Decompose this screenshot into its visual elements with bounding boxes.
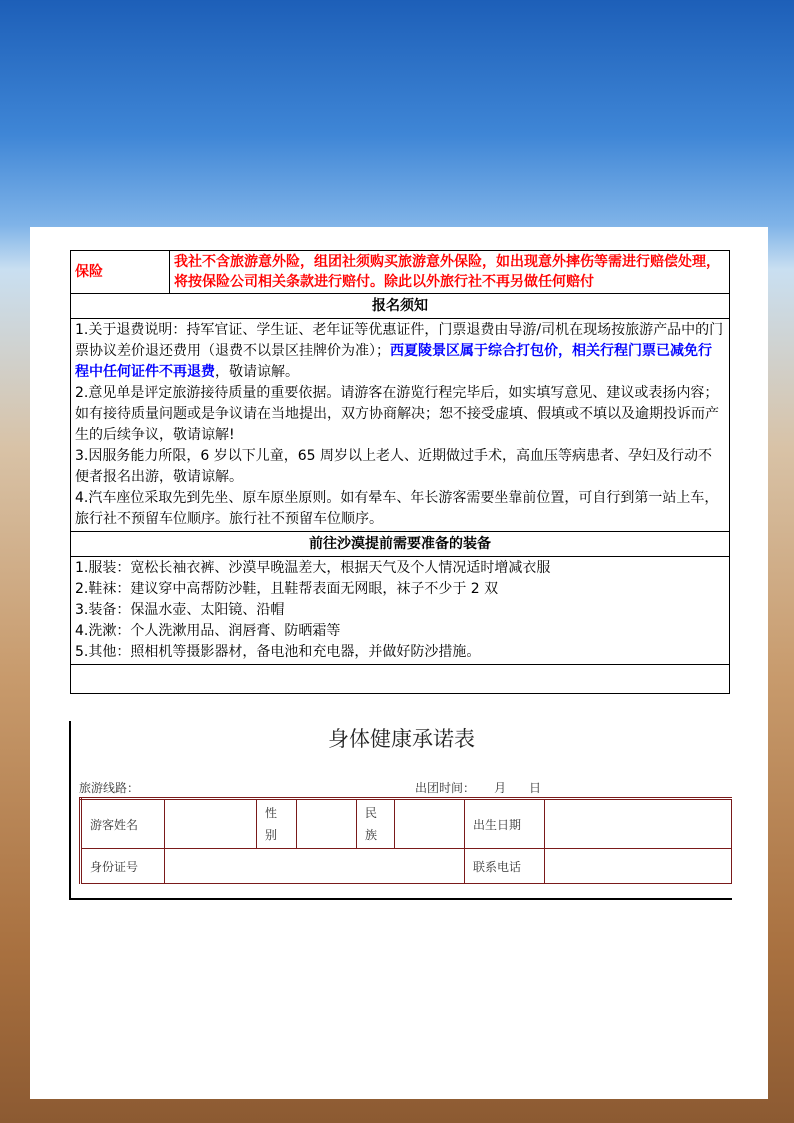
desert-body — [71, 557, 730, 665]
gender-label-1: 性 — [265, 806, 278, 820]
notice-heading: 报名须知 — [71, 294, 730, 319]
desert-heading: 前往沙漠提前需要准备的装备 — [71, 532, 730, 557]
notice-item-2: 2.意见单是评定旅游接待质量的重要依据。请游客在游览行程完毕后，如实填写意见、建议或表扬内容；如有接待质量问题或是争议请在当地提出，双方协商解决；恕不接受虚填、假填或不填以及逾期投诉而产生的后续争议，敬请谅解! — [75, 385, 719, 443]
notice-item-1-highlight: 西夏陵景区属于综合打包价，相关行程门票已减免行程中任何证件不再退费 — [75, 343, 712, 380]
blank-row — [71, 665, 730, 694]
id-number-field[interactable] — [165, 849, 465, 884]
phone-label: 联系电话 — [465, 849, 545, 884]
insurance-label: 保险 — [71, 251, 170, 294]
notice-item-1-end: ，敬请谅解。 — [215, 364, 299, 380]
document-page — [30, 227, 768, 1099]
name-field[interactable] — [165, 799, 257, 849]
desert-item: 2.鞋袜：建议穿中高帮防沙鞋，且鞋帮表面无网眼，袜子不少于 2 双 — [75, 581, 499, 597]
notice-item-1 — [75, 320, 725, 383]
ethnic-label — [357, 799, 395, 849]
desert-item: 3.装备：保温水壶、太阳镜、沿帽 — [75, 602, 285, 618]
ethnic-field[interactable] — [395, 799, 465, 849]
route-label: 旅游线路： — [79, 781, 140, 795]
insurance-text: 我社不含旅游意外险，组团社须购买旅游意外保险，如出现意外摔伤等需进行赔偿处理，将按保险公司相关条款进行赔付。除此以外旅行社不再另做任何赔付 — [170, 251, 730, 294]
notice-item-3: 3.因服务能力所限，6 岁以下儿童，65 周岁以上老人、近期做过手术，高血压等病患者、孕妇及行动不便者报名出游，敬请谅解。 — [75, 448, 712, 485]
name-label: 游客姓名 — [81, 799, 165, 849]
notice-body — [71, 319, 730, 532]
insurance-row — [71, 251, 730, 294]
notice-item-1-text: 1.关于退费说明：持军官证、学生证、老年证等优惠证件，门票退费由导游/司机在现场按旅游产品中的门票协议差价退还费用（退费不以景区挂牌价为准）； — [75, 322, 724, 359]
birth-date-label: 出生日期 — [465, 799, 545, 849]
info-table — [70, 250, 730, 694]
gender-label-2: 别 — [265, 828, 278, 842]
health-form — [69, 721, 732, 900]
desert-item: 4.洗漱：个人洗漱用品、润唇膏、防晒霜等 — [75, 623, 341, 639]
health-form-title: 身体健康承诺表 — [328, 727, 475, 751]
gender-field[interactable] — [297, 799, 357, 849]
ethnic-label-2: 族 — [365, 828, 378, 842]
departure-date-label: 出团时间： 月 日 — [415, 781, 541, 795]
notice-item-4: 4.汽车座位采取先到先坐、原车原坐原则。如有晕车、年长游客需要坐靠前位置，可自行到第一站上车，旅行社不预留车位顺序。旅行社不预留车位顺序。 — [75, 490, 719, 527]
birth-date-field[interactable] — [545, 799, 732, 849]
id-number-label: 身份证号 — [81, 849, 165, 884]
phone-field[interactable] — [545, 849, 732, 884]
desert-item: 5.其他：照相机等摄影器材，备电池和充电器，并做好防沙措施。 — [75, 644, 481, 660]
health-form-table — [79, 797, 732, 884]
ethnic-label-1: 民 — [365, 806, 378, 820]
gender-label — [257, 799, 297, 849]
desert-item: 1.服装：宽松长袖衣裤、沙漠早晚温差大，根据天气及个人情况适时增减衣服 — [75, 560, 551, 576]
